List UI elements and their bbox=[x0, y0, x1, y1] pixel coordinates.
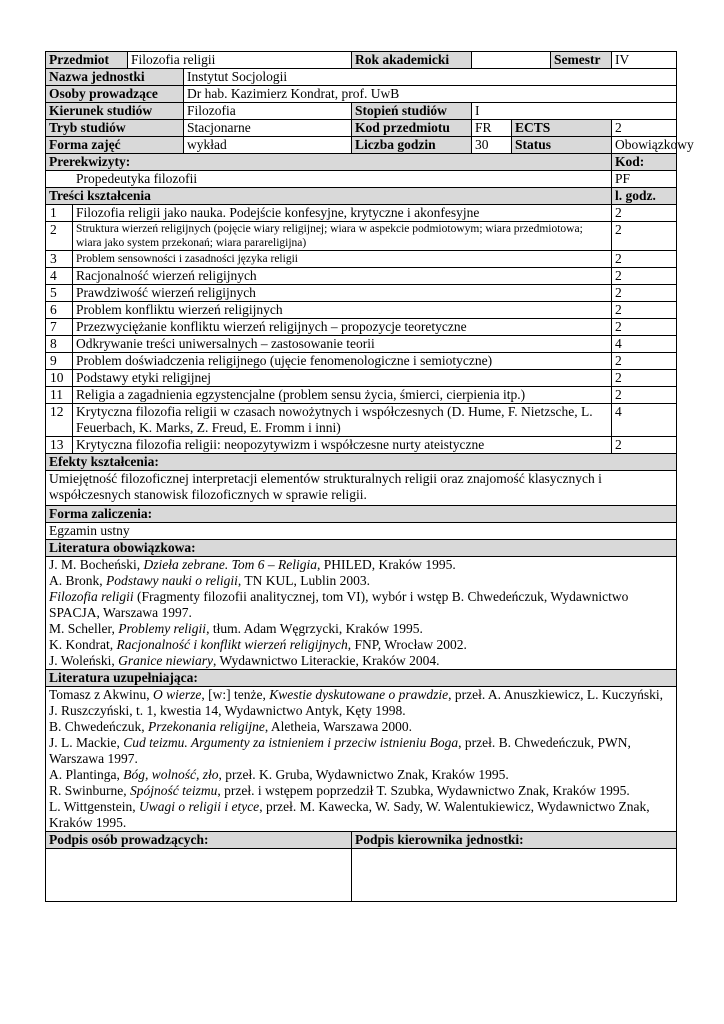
lit-obow-list bbox=[46, 557, 677, 670]
tresci-hours: 2 bbox=[612, 353, 677, 370]
literature-text: R. Swinburne, bbox=[49, 783, 130, 798]
literature-title: Bóg, wolność, zło bbox=[123, 767, 219, 782]
zaliczenie-text: Egzamin ustny bbox=[46, 523, 677, 540]
literature-title: Granice niewiary bbox=[118, 653, 214, 668]
lit-uzup-list bbox=[46, 687, 677, 832]
tryb-label: Tryb studiów bbox=[46, 120, 184, 137]
literature-entry bbox=[49, 573, 673, 589]
literature-entry bbox=[49, 637, 673, 653]
semestr-value: IV bbox=[612, 52, 677, 69]
tresci-hours: 2 bbox=[612, 302, 677, 319]
literature-title: Przekonania religijne bbox=[147, 719, 265, 734]
literature-entry bbox=[49, 783, 673, 799]
tresci-number: 10 bbox=[46, 370, 73, 387]
przedmiot-value: Filozofia religii bbox=[128, 52, 352, 69]
tresci-text: Podstawy etyki religijnej bbox=[73, 370, 612, 387]
tresci-text: Religia a zagadnienia egzystencjalne (problem sensu życia, śmierci, cierpienia itp.) bbox=[73, 387, 612, 404]
tresci-number: 8 bbox=[46, 336, 73, 353]
literature-text: Tomasz z Akwinu, bbox=[49, 687, 154, 702]
tresci-number: 11 bbox=[46, 387, 73, 404]
row-prereq-item bbox=[46, 171, 677, 188]
literature-text: , Wydawnictwo Literackie, Kraków 2004. bbox=[213, 653, 440, 668]
row-podpisy-header bbox=[46, 832, 677, 849]
literature-text: (Fragmenty filozofii analitycznej, tom VI), wybór i wstęp B. Chwedeńczuk, Wydawnictwo SPACJA, Warszawa 1997. bbox=[49, 589, 629, 620]
literature-title: Filozofia religii bbox=[49, 589, 134, 604]
tresci-text: Odkrywanie treści uniwersalnych – zastosowanie teorii bbox=[73, 336, 612, 353]
tresci-number: 9 bbox=[46, 353, 73, 370]
literature-entry bbox=[49, 719, 673, 735]
tresci-number: 13 bbox=[46, 437, 73, 454]
ects-value: 2 bbox=[612, 120, 677, 137]
literature-title: Dzieła zebrane. Tom 6 – Religia bbox=[143, 557, 317, 572]
tresci-number: 6 bbox=[46, 302, 73, 319]
literature-title: Kwestie dyskutowane o prawdzie bbox=[269, 687, 449, 702]
row-lit-uzup-header bbox=[46, 670, 677, 687]
tresci-hours: 2 bbox=[612, 222, 677, 251]
kod-value: FR bbox=[472, 120, 512, 137]
literature-entry bbox=[49, 735, 673, 767]
literature-text: J. M. Bocheński, bbox=[49, 557, 144, 572]
tresci-text: Krytyczna filozofia religii w czasach nowożytnych i współczesnych (D. Hume, F. Nietzsche, L. Feuerbach, K. Marks, Z. Freud, E. Fromm i inni) bbox=[73, 404, 612, 437]
tryb-value: Stacjonarne bbox=[184, 120, 352, 137]
tresci-hours: 4 bbox=[612, 404, 677, 437]
prowadzacy-value: Dr hab. Kazimierz Kondrat, prof. UwB bbox=[184, 86, 677, 103]
tresci-label: Treści kształcenia bbox=[46, 188, 612, 205]
tresci-hours: 4 bbox=[612, 336, 677, 353]
tresci-number: 3 bbox=[46, 251, 73, 268]
tresci-hours: 2 bbox=[612, 370, 677, 387]
tresci-row bbox=[46, 404, 677, 437]
tresci-row bbox=[46, 222, 677, 251]
tresci-row bbox=[46, 336, 677, 353]
tresci-text: Filozofia religii jako nauka. Podejście konfesyjne, krytyczne i akonfesyjne bbox=[73, 205, 612, 222]
rok-value bbox=[472, 52, 551, 69]
row-kierunek bbox=[46, 103, 677, 120]
tresci-row bbox=[46, 251, 677, 268]
row-efekty-header bbox=[46, 454, 677, 471]
literature-title: Problemy religii bbox=[118, 621, 207, 636]
literature-text: , przeł. i wstępem poprzedził T. Szubka, Wydawnictwo Znak, Kraków 1995. bbox=[217, 783, 630, 798]
lit-obow-label: Literatura obowiązkowa: bbox=[46, 540, 677, 557]
literature-title: O wierze bbox=[153, 687, 202, 702]
literature-text: L. Wittgenstein, bbox=[49, 799, 139, 814]
tresci-hours: 2 bbox=[612, 285, 677, 302]
tresci-hours: 2 bbox=[612, 251, 677, 268]
literature-text: , przeł. A. Anuszkiewicz, L. Kuczyński, J. Ruszczyński, t. 1, kwestia 14, Wydawnictwo Antyk, Kęty 1998. bbox=[49, 687, 663, 718]
tresci-text: Prawdziwość wierzeń religijnych bbox=[73, 285, 612, 302]
row-tryb bbox=[46, 120, 677, 137]
row-efekty-text bbox=[46, 471, 677, 506]
tresci-row bbox=[46, 353, 677, 370]
zaliczenie-label: Forma zaliczenia: bbox=[46, 506, 677, 523]
prereq-kod-label: Kod: bbox=[612, 154, 677, 171]
row-lit-obow bbox=[46, 557, 677, 670]
status-value: Obowiązkowy bbox=[612, 137, 677, 154]
tresci-text: Problem konfliktu wierzeń religijnych bbox=[73, 302, 612, 319]
tresci-row bbox=[46, 268, 677, 285]
literature-entry bbox=[49, 589, 673, 621]
prowadzacy-label: Osoby prowadzące bbox=[46, 86, 184, 103]
status-label: Status bbox=[512, 137, 612, 154]
row-lit-uzup bbox=[46, 687, 677, 832]
tresci-row bbox=[46, 302, 677, 319]
row-lit-obow-header bbox=[46, 540, 677, 557]
efekty-label: Efekty kształcenia: bbox=[46, 454, 677, 471]
literature-entry bbox=[49, 687, 673, 719]
tresci-hours: 2 bbox=[612, 319, 677, 336]
literature-text: , [w:] tenże, bbox=[201, 687, 270, 702]
forma-label: Forma zajęć bbox=[46, 137, 184, 154]
tresci-row bbox=[46, 437, 677, 454]
literature-entry bbox=[49, 621, 673, 637]
prereq-item-kod: PF bbox=[612, 171, 677, 188]
literature-text: , PHILED, Kraków 1995. bbox=[317, 557, 456, 572]
row-podpisy bbox=[46, 849, 677, 902]
literature-entry bbox=[49, 767, 673, 783]
jednostka-label: Nazwa jednostki bbox=[46, 69, 184, 86]
tresci-number: 12 bbox=[46, 404, 73, 437]
literature-text: J. L. Mackie, bbox=[49, 735, 124, 750]
tresci-number: 5 bbox=[46, 285, 73, 302]
literature-title: Spójność teizmu bbox=[130, 783, 218, 798]
tresci-number: 7 bbox=[46, 319, 73, 336]
literature-text: , przeł. K. Gruba, Wydawnictwo Znak, Kraków 1995. bbox=[218, 767, 509, 782]
row-tresci-header bbox=[46, 188, 677, 205]
row-prereq-header bbox=[46, 154, 677, 171]
literature-title: Podstawy nauki o religii bbox=[106, 573, 238, 588]
tresci-text: Struktura wierzeń religijnych (pojęcie wiary religijnej; wiara w aspekcie podmiotowym; wiara przedmiotowa; wiara jako system przekonań; wiara parareligijna) bbox=[73, 222, 612, 251]
tresci-hours: 2 bbox=[612, 268, 677, 285]
tresci-hours-label: l. godz. bbox=[612, 188, 677, 205]
row-zaliczenie-header bbox=[46, 506, 677, 523]
podpis-prowadzacy-field[interactable] bbox=[46, 849, 352, 902]
jednostka-value: Instytut Socjologii bbox=[184, 69, 677, 86]
tresci-text: Problem doświadczenia religijnego (ujęcie fenomenologiczne i semiotyczne) bbox=[73, 353, 612, 370]
literature-title: Cud teizmu. Argumenty za istnieniem i przeciw istnieniu Boga bbox=[123, 735, 459, 750]
rok-label: Rok akademicki bbox=[352, 52, 472, 69]
kierunek-label: Kierunek studiów bbox=[46, 103, 184, 120]
kod-label: Kod przedmiotu bbox=[352, 120, 472, 137]
tresci-number: 1 bbox=[46, 205, 73, 222]
godziny-value: 30 bbox=[472, 137, 512, 154]
literature-text: , Aletheia, Warszawa 2000. bbox=[264, 719, 412, 734]
tresci-row bbox=[46, 285, 677, 302]
tresci-row bbox=[46, 370, 677, 387]
prereq-label: Prerekwizyty: bbox=[46, 154, 612, 171]
tresci-text: Problem sensowności i zasadności języka religii bbox=[73, 251, 612, 268]
forma-value: wykład bbox=[184, 137, 352, 154]
literature-title: Racjonalność i konflikt wierzeń religijnych bbox=[116, 637, 348, 652]
tresci-hours: 2 bbox=[612, 437, 677, 454]
syllabus-table bbox=[45, 51, 694, 902]
tresci-text: Racjonalność wierzeń religijnych bbox=[73, 268, 612, 285]
ects-label: ECTS bbox=[512, 120, 612, 137]
literature-title: Uwagi o religii i etyce bbox=[138, 799, 260, 814]
row-prowadzacy bbox=[46, 86, 677, 103]
literature-text: A. Plantinga, bbox=[49, 767, 124, 782]
literature-text: J. Woleński, bbox=[49, 653, 119, 668]
row-forma bbox=[46, 137, 677, 154]
tresci-row bbox=[46, 205, 677, 222]
tresci-hours: 2 bbox=[612, 387, 677, 404]
literature-text: B. Chwedeńczuk, bbox=[49, 719, 148, 734]
literature-entry bbox=[49, 799, 673, 831]
literature-text: , TN KUL, Lublin 2003. bbox=[237, 573, 370, 588]
row-przedmiot bbox=[46, 52, 677, 69]
tresci-list bbox=[46, 205, 677, 454]
literature-text: , tłum. Adam Węgrzycki, Kraków 1995. bbox=[206, 621, 423, 636]
literature-text: M. Scheller, bbox=[49, 621, 119, 636]
podpis-kierownik-field[interactable] bbox=[352, 849, 677, 902]
literature-entry bbox=[49, 557, 673, 573]
tresci-row bbox=[46, 319, 677, 336]
literature-text: , przeł. B. Chwedeńczuk, PWN, Warszawa 1997. bbox=[49, 735, 631, 766]
literature-text: , FNP, Wrocław 2002. bbox=[347, 637, 467, 652]
podpis-kierownik-label: Podpis kierownika jednostki: bbox=[352, 832, 677, 849]
lit-uzup-label: Literatura uzupełniająca: bbox=[46, 670, 677, 687]
kierunek-value: Filozofia bbox=[184, 103, 352, 120]
tresci-row bbox=[46, 387, 677, 404]
stopien-label: Stopień studiów bbox=[352, 103, 472, 120]
tresci-text: Przezwyciężanie konfliktu wierzeń religijnych – propozycje teoretyczne bbox=[73, 319, 612, 336]
tresci-text: Krytyczna filozofia religii: neopozytywizm i współczesne nurty ateistyczne bbox=[73, 437, 612, 454]
tresci-number: 4 bbox=[46, 268, 73, 285]
tresci-number: 2 bbox=[46, 222, 73, 251]
row-jednostka bbox=[46, 69, 677, 86]
semestr-label: Semestr bbox=[551, 52, 612, 69]
tresci-hours: 2 bbox=[612, 205, 677, 222]
efekty-text: Umiejętność filozoficznej interpretacji elementów strukturalnych religii oraz znajomość klasycznych i współczesnych stanowisk filozoficznych w sprawie religii. bbox=[46, 471, 677, 506]
przedmiot-label: Przedmiot bbox=[46, 52, 128, 69]
literature-text: A. Bronk, bbox=[49, 573, 106, 588]
literature-text: , przeł. M. Kawecka, W. Sady, W. Walentukiewicz, Wydawnictwo Znak, Kraków 1995. bbox=[49, 799, 650, 830]
literature-text: K. Kondrat, bbox=[49, 637, 117, 652]
godziny-label: Liczba godzin bbox=[352, 137, 472, 154]
stopien-value: I bbox=[472, 103, 677, 120]
row-zaliczenie-text bbox=[46, 523, 677, 540]
literature-entry bbox=[49, 653, 673, 669]
podpis-prowadzacy-label: Podpis osób prowadzących: bbox=[46, 832, 352, 849]
prereq-item: Propedeutyka filozofii bbox=[46, 171, 612, 188]
